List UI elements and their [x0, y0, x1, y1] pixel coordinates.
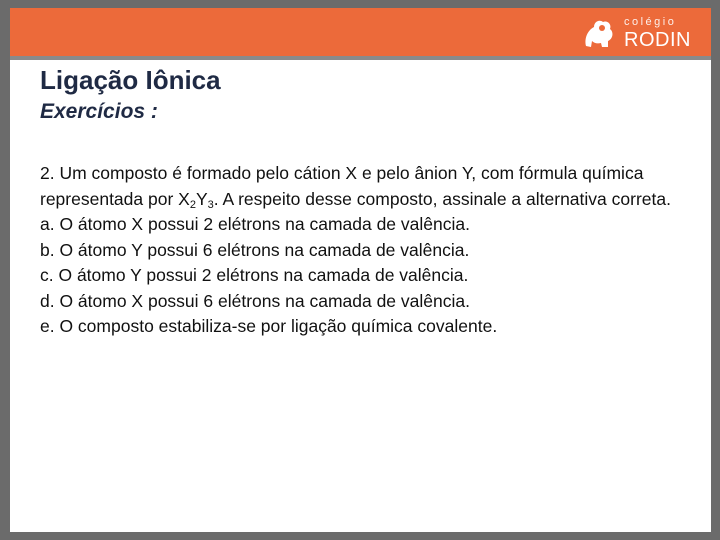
logo-text-big: RODIN	[624, 29, 691, 51]
question-body	[40, 161, 700, 340]
option-e: e. O composto estabiliza-se por ligação química covalente.	[40, 316, 498, 336]
logo-text-small: colégio	[624, 16, 677, 28]
question-part-1: 2. Um composto é formado pelo cátion X e pelo ânion Y, com fórmula química representada por X	[40, 163, 644, 209]
option-d: d. O átomo X possui 6 elétrons na camada de valência.	[40, 290, 470, 311]
school-logo	[582, 14, 702, 52]
question-text	[40, 161, 700, 212]
question-part-3: . A respeito desse composto, assinale a alternativa correta.	[213, 188, 671, 209]
option-c: c. O átomo Y possui 2 elétrons na camada de valência.	[40, 265, 469, 285]
header-divider	[10, 56, 711, 60]
formula-subscript-1: 2	[189, 198, 196, 211]
question-part-2: Y	[195, 188, 208, 209]
formula-subscript-2: 3	[207, 198, 214, 211]
logo-mark-icon	[582, 16, 618, 52]
option-b: b. O átomo Y possui 6 elétrons na camada de valência.	[40, 239, 470, 260]
header-bar	[10, 8, 711, 56]
slide-title: Ligação Iônica	[40, 65, 221, 95]
slide-subtitle: Exercícios :	[40, 100, 158, 123]
option-a: a. O átomo X possui 2 elétrons na camada de valência.	[40, 214, 470, 234]
slide	[10, 8, 711, 532]
